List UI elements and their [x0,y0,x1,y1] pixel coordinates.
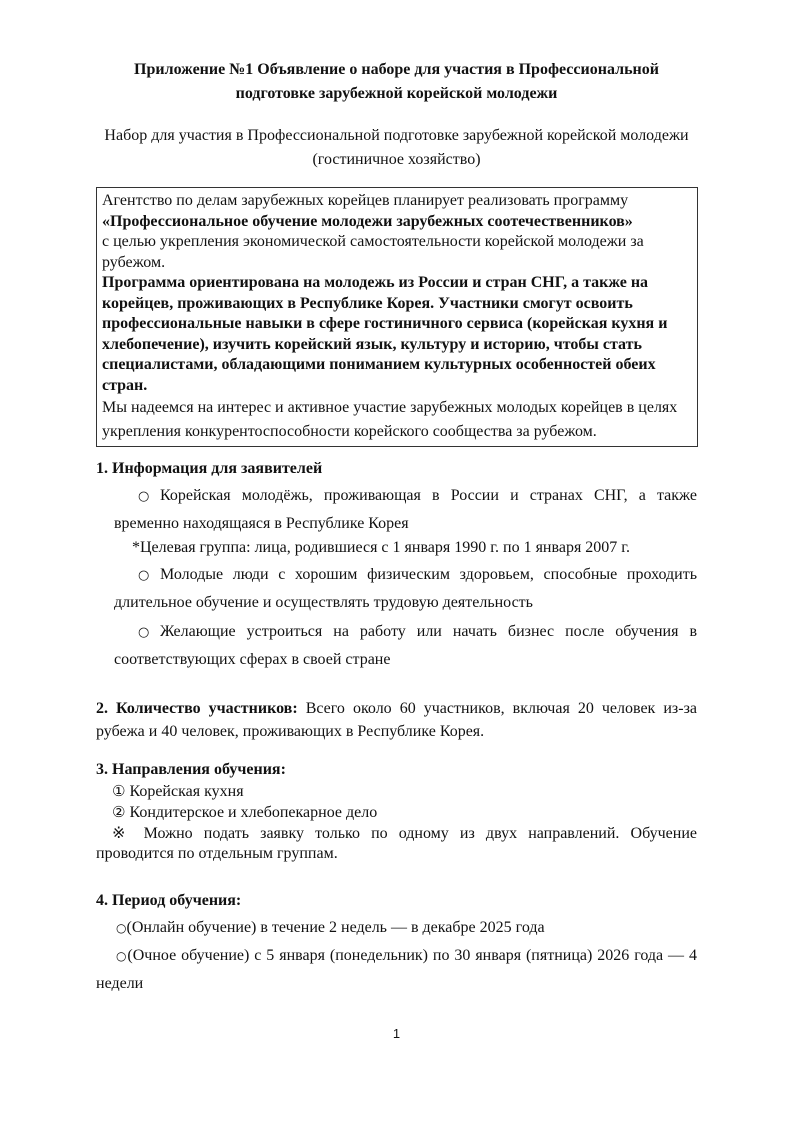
circle-bullet-icon: ○ [138,625,150,640]
section-heading: 1. Информация для заявителей [96,460,323,477]
intro-line2: с целью укрепления экономической самостоятельности корейской молодежи за рубежом. [102,233,644,271]
list-item-text: (Очное обучение) с 5 января (понедельник) по 30 января (пятница) 2026 года — 4 недели [96,947,697,992]
section-heading: 3. Направления обучения: [96,761,286,778]
section-directions [96,760,697,865]
intro-bold-paragraph: Программа ориентирована на молодежь из России и стран СНГ, а также на корейцев, проживающих в Республике Корея. Участники смогут освоить профессиональные навыки в сфере гостиничного сервиса (корейская кухня и хлебопечение), изучить корейский язык, культуру и историю, чтобы стать специалистами, обладающими пониманием культурных особенностей обеих стран. [102,274,668,394]
section-applicants [96,457,697,673]
circle-bullet-icon: ○ [138,489,150,504]
list-item [96,561,697,616]
direction-label: Кондитерское и хлебопекарное дело [129,804,378,821]
list-item [96,942,697,997]
participants-text: Всего около 60 участников, включая 20 человек из-за рубежа и 40 человек, проживающих в Республике Корея. [96,700,697,740]
direction-remark: ※ Можно подать заявку только по одному из двух направлений. Обучение проводится по отдельным группам. [96,824,697,862]
section-participants [96,697,697,743]
list-item-text: Молодые люди с хорошим физическим здоровьем, способные проходить длительное обучение и осуществлять трудовую деятельность [114,566,697,611]
intro-line1: Агентство по делам зарубежных корейцев планирует реализовать программу [102,192,629,209]
list-item-text: Желающие устроиться на работу или начать бизнес после обучения в соответствующих сферах в своей стране [114,623,697,668]
list-item [96,618,697,673]
list-item-text: (Онлайн обучение) в течение 2 недель — в декабре 2025 года [126,919,545,936]
circled-number-icon: ① [112,781,126,800]
page-number: 1 [392,1026,401,1041]
program-name: «Профессиональное обучение молодежи зарубежных соотечественников» [102,212,633,230]
circle-bullet-icon: ○ [116,949,128,963]
section-heading: 4. Период обучения: [96,892,242,909]
section-period [96,887,697,997]
direction-option [96,781,697,803]
direction-option [96,802,697,824]
document-subtitle: Набор для участия в Профессиональной подготовке зарубежной корейской молодежи (гостиничное хозяйство) [104,127,689,168]
list-item [96,914,697,942]
intro-box [96,187,698,447]
circled-number-icon: ② [112,803,126,821]
target-group-note: *Целевая группа: лица, родившиеся с 1 января 1990 г. по 1 января 2007 г. [132,539,631,556]
direction-label: Корейская кухня [129,782,244,800]
intro-closing: Мы надеемся на интерес и активное участие зарубежных молодых корейцев в целях укрепления конкурентоспособности корейского сообщества за рубежом. [102,399,678,440]
circle-bullet-icon: ○ [138,568,150,583]
list-item [96,482,697,537]
circle-bullet-icon: ○ [116,921,127,935]
section-heading: 2. Количество участников: [96,700,298,717]
list-item-text: Корейская молодёжь, проживающая в России и странах СНГ, а также временно находящаяся в Республике Корея [114,487,697,532]
document-title: Приложение №1 Объявление о наборе для участия в Профессиональной подготовке зарубежной корейской молодежи [134,61,659,102]
